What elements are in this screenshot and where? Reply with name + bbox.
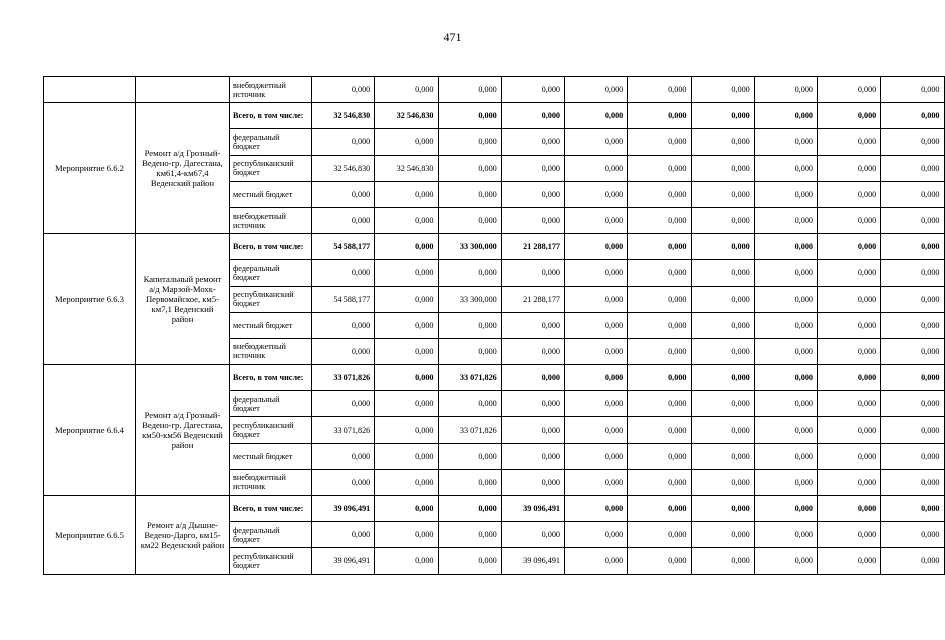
amount-cell: 0,000 xyxy=(312,77,375,103)
amount-cell: 0,000 xyxy=(438,312,501,338)
amount-cell: 0,000 xyxy=(881,338,944,364)
amount-cell: 0,000 xyxy=(375,417,438,443)
funding-source-cell: федеральный бюджет xyxy=(230,129,312,155)
amount-cell: 0,000 xyxy=(691,103,754,129)
amount-cell: 0,000 xyxy=(754,286,817,312)
event-cell: Мероприятие 6.6.2 xyxy=(44,103,136,234)
amount-cell: 0,000 xyxy=(375,522,438,548)
amount-cell: 0,000 xyxy=(691,286,754,312)
amount-cell: 0,000 xyxy=(691,77,754,103)
amount-cell: 0,000 xyxy=(438,77,501,103)
amount-cell: 0,000 xyxy=(438,129,501,155)
funding-source-cell: местный бюджет xyxy=(230,312,312,338)
amount-cell: 0,000 xyxy=(754,391,817,417)
funding-source-cell: местный бюджет xyxy=(230,443,312,469)
amount-cell: 0,000 xyxy=(628,207,691,233)
funding-source-cell: внебюджетный источник xyxy=(230,207,312,233)
amount-cell: 0,000 xyxy=(501,338,564,364)
amount-cell: 0,000 xyxy=(691,443,754,469)
funding-source-cell: республиканский бюджет xyxy=(230,286,312,312)
amount-cell: 0,000 xyxy=(438,522,501,548)
amount-cell: 0,000 xyxy=(501,391,564,417)
amount-cell: 0,000 xyxy=(375,312,438,338)
amount-cell: 21 288,177 xyxy=(501,234,564,260)
amount-cell: 0,000 xyxy=(754,522,817,548)
amount-cell: 33 300,000 xyxy=(438,234,501,260)
amount-cell: 0,000 xyxy=(691,207,754,233)
funding-source-cell: внебюджетный источник xyxy=(230,338,312,364)
budget-table xyxy=(43,76,945,575)
amount-cell: 0,000 xyxy=(628,286,691,312)
amount-cell: 0,000 xyxy=(754,181,817,207)
amount-cell: 0,000 xyxy=(628,129,691,155)
amount-cell: 0,000 xyxy=(438,496,501,522)
amount-cell: 0,000 xyxy=(438,155,501,181)
object-cell: Ремонт а/д Грозный-Ведено-гр. Дагестана, км50-км56 Веденский район xyxy=(136,365,230,496)
amount-cell: 0,000 xyxy=(312,443,375,469)
amount-cell: 0,000 xyxy=(691,234,754,260)
amount-cell: 32 546,830 xyxy=(375,103,438,129)
amount-cell: 0,000 xyxy=(754,417,817,443)
amount-cell: 0,000 xyxy=(818,260,881,286)
amount-cell: 0,000 xyxy=(628,103,691,129)
amount-cell: 32 546,830 xyxy=(375,155,438,181)
amount-cell: 0,000 xyxy=(501,77,564,103)
amount-cell: 0,000 xyxy=(375,496,438,522)
amount-cell: 0,000 xyxy=(375,365,438,391)
amount-cell: 0,000 xyxy=(881,522,944,548)
amount-cell: 33 071,826 xyxy=(312,417,375,443)
amount-cell: 0,000 xyxy=(818,312,881,338)
amount-cell: 0,000 xyxy=(565,181,628,207)
amount-cell: 0,000 xyxy=(628,469,691,495)
amount-cell: 0,000 xyxy=(565,103,628,129)
amount-cell: 0,000 xyxy=(565,207,628,233)
amount-cell: 21 288,177 xyxy=(501,286,564,312)
amount-cell: 0,000 xyxy=(818,469,881,495)
amount-cell: 0,000 xyxy=(501,155,564,181)
amount-cell: 0,000 xyxy=(312,312,375,338)
amount-cell: 33 071,826 xyxy=(438,365,501,391)
amount-cell: 0,000 xyxy=(565,260,628,286)
page-number: 471 xyxy=(443,30,462,44)
amount-cell: 0,000 xyxy=(754,496,817,522)
amount-cell: 0,000 xyxy=(754,234,817,260)
table-row xyxy=(44,365,945,391)
amount-cell: 0,000 xyxy=(881,103,944,129)
amount-cell: 0,000 xyxy=(818,181,881,207)
amount-cell: 0,000 xyxy=(881,181,944,207)
amount-cell: 0,000 xyxy=(691,129,754,155)
event-cell: Мероприятие 6.6.3 xyxy=(44,234,136,365)
amount-cell: 0,000 xyxy=(628,312,691,338)
amount-cell: 0,000 xyxy=(501,181,564,207)
amount-cell: 0,000 xyxy=(818,155,881,181)
amount-cell: 0,000 xyxy=(881,234,944,260)
amount-cell: 33 300,000 xyxy=(438,286,501,312)
amount-cell: 0,000 xyxy=(312,181,375,207)
amount-cell: 0,000 xyxy=(628,391,691,417)
amount-cell: 0,000 xyxy=(628,181,691,207)
amount-cell: 54 588,177 xyxy=(312,234,375,260)
amount-cell: 0,000 xyxy=(691,417,754,443)
amount-cell: 0,000 xyxy=(818,417,881,443)
amount-cell: 0,000 xyxy=(375,548,438,574)
amount-cell: 0,000 xyxy=(881,286,944,312)
amount-cell: 0,000 xyxy=(628,77,691,103)
amount-cell: 0,000 xyxy=(375,260,438,286)
object-cell: Ремонт а/д Дышне-Ведено-Дарго, км15- км22 Веденский район xyxy=(136,496,230,575)
amount-cell: 0,000 xyxy=(818,548,881,574)
table-row xyxy=(44,103,945,129)
amount-cell: 0,000 xyxy=(375,207,438,233)
amount-cell: 0,000 xyxy=(565,365,628,391)
amount-cell: 0,000 xyxy=(565,286,628,312)
amount-cell: 0,000 xyxy=(628,365,691,391)
amount-cell: 0,000 xyxy=(818,496,881,522)
amount-cell: 0,000 xyxy=(881,496,944,522)
amount-cell: 0,000 xyxy=(881,443,944,469)
amount-cell: 0,000 xyxy=(312,522,375,548)
amount-cell: 0,000 xyxy=(628,522,691,548)
object-cell xyxy=(136,77,230,103)
amount-cell: 0,000 xyxy=(691,312,754,338)
funding-source-cell: республиканский бюджет xyxy=(230,155,312,181)
amount-cell: 0,000 xyxy=(881,77,944,103)
amount-cell: 0,000 xyxy=(881,469,944,495)
amount-cell: 0,000 xyxy=(501,522,564,548)
amount-cell: 0,000 xyxy=(438,443,501,469)
amount-cell: 0,000 xyxy=(565,312,628,338)
amount-cell: 0,000 xyxy=(375,469,438,495)
object-cell: Капитальный ремонт а/д Марзой-Мохк-Первомайское, км5-км7,1 Веденский район xyxy=(136,234,230,365)
amount-cell: 0,000 xyxy=(375,391,438,417)
amount-cell: 0,000 xyxy=(375,234,438,260)
amount-cell: 0,000 xyxy=(691,522,754,548)
amount-cell: 0,000 xyxy=(691,365,754,391)
amount-cell: 0,000 xyxy=(754,155,817,181)
amount-cell: 32 546,830 xyxy=(312,103,375,129)
amount-cell: 0,000 xyxy=(501,260,564,286)
amount-cell: 0,000 xyxy=(754,207,817,233)
amount-cell: 0,000 xyxy=(501,365,564,391)
table-row xyxy=(44,234,945,260)
funding-source-cell: Всего, в том числе: xyxy=(230,103,312,129)
funding-source-cell: республиканский бюджет xyxy=(230,417,312,443)
amount-cell: 0,000 xyxy=(312,207,375,233)
amount-cell: 39 096,491 xyxy=(312,548,375,574)
amount-cell: 32 546,830 xyxy=(312,155,375,181)
amount-cell: 0,000 xyxy=(691,496,754,522)
amount-cell: 0,000 xyxy=(375,338,438,364)
amount-cell: 0,000 xyxy=(754,365,817,391)
amount-cell: 0,000 xyxy=(691,391,754,417)
budget-table-body xyxy=(44,77,945,575)
amount-cell: 0,000 xyxy=(501,207,564,233)
amount-cell: 0,000 xyxy=(818,234,881,260)
amount-cell: 0,000 xyxy=(691,338,754,364)
amount-cell: 0,000 xyxy=(501,312,564,338)
amount-cell: 0,000 xyxy=(818,391,881,417)
amount-cell: 0,000 xyxy=(438,338,501,364)
amount-cell: 0,000 xyxy=(501,129,564,155)
funding-source-cell: республиканский бюджет xyxy=(230,548,312,574)
event-cell: Мероприятие 6.6.5 xyxy=(44,496,136,575)
amount-cell: 0,000 xyxy=(375,443,438,469)
amount-cell: 0,000 xyxy=(754,312,817,338)
amount-cell: 0,000 xyxy=(754,129,817,155)
amount-cell: 0,000 xyxy=(628,234,691,260)
amount-cell: 0,000 xyxy=(375,129,438,155)
amount-cell: 0,000 xyxy=(818,207,881,233)
amount-cell: 0,000 xyxy=(565,234,628,260)
amount-cell: 0,000 xyxy=(818,103,881,129)
amount-cell: 0,000 xyxy=(628,548,691,574)
amount-cell: 39 096,491 xyxy=(501,548,564,574)
funding-source-cell: федеральный бюджет xyxy=(230,391,312,417)
amount-cell: 0,000 xyxy=(565,443,628,469)
object-cell: Ремонт а/д Грозный-Ведено-гр. Дагестана, км61,4-км67,4 Веденский район xyxy=(136,103,230,234)
amount-cell: 0,000 xyxy=(818,338,881,364)
amount-cell: 0,000 xyxy=(375,181,438,207)
amount-cell: 0,000 xyxy=(691,548,754,574)
amount-cell: 0,000 xyxy=(565,338,628,364)
amount-cell: 0,000 xyxy=(628,496,691,522)
amount-cell: 0,000 xyxy=(438,103,501,129)
amount-cell: 33 071,826 xyxy=(438,417,501,443)
table-row xyxy=(44,77,945,103)
amount-cell: 0,000 xyxy=(754,443,817,469)
amount-cell: 0,000 xyxy=(881,365,944,391)
amount-cell: 54 588,177 xyxy=(312,286,375,312)
amount-cell: 0,000 xyxy=(628,417,691,443)
funding-source-cell: Всего, в том числе: xyxy=(230,365,312,391)
funding-source-cell: внебюджетный источник xyxy=(230,77,312,103)
amount-cell: 0,000 xyxy=(754,77,817,103)
funding-source-cell: внебюджетный источник xyxy=(230,469,312,495)
amount-cell: 0,000 xyxy=(312,391,375,417)
amount-cell: 0,000 xyxy=(565,548,628,574)
amount-cell: 0,000 xyxy=(501,443,564,469)
amount-cell: 0,000 xyxy=(628,338,691,364)
amount-cell: 0,000 xyxy=(881,391,944,417)
amount-cell: 0,000 xyxy=(754,469,817,495)
amount-cell: 0,000 xyxy=(881,129,944,155)
amount-cell: 0,000 xyxy=(691,260,754,286)
amount-cell: 0,000 xyxy=(881,312,944,338)
amount-cell: 0,000 xyxy=(565,522,628,548)
table-row xyxy=(44,496,945,522)
funding-source-cell: Всего, в том числе: xyxy=(230,234,312,260)
funding-source-cell: федеральный бюджет xyxy=(230,260,312,286)
amount-cell: 0,000 xyxy=(754,548,817,574)
amount-cell: 0,000 xyxy=(881,260,944,286)
amount-cell: 0,000 xyxy=(628,443,691,469)
amount-cell: 0,000 xyxy=(881,207,944,233)
amount-cell: 0,000 xyxy=(312,469,375,495)
amount-cell: 0,000 xyxy=(565,155,628,181)
amount-cell: 33 071,826 xyxy=(312,365,375,391)
amount-cell: 0,000 xyxy=(375,286,438,312)
amount-cell: 0,000 xyxy=(565,496,628,522)
amount-cell: 0,000 xyxy=(312,260,375,286)
event-cell xyxy=(44,77,136,103)
amount-cell: 0,000 xyxy=(881,155,944,181)
amount-cell: 0,000 xyxy=(818,129,881,155)
funding-source-cell: местный бюджет xyxy=(230,181,312,207)
amount-cell: 0,000 xyxy=(565,129,628,155)
amount-cell: 0,000 xyxy=(438,207,501,233)
amount-cell: 0,000 xyxy=(881,417,944,443)
amount-cell: 0,000 xyxy=(375,77,438,103)
amount-cell: 0,000 xyxy=(691,181,754,207)
amount-cell: 0,000 xyxy=(565,77,628,103)
amount-cell: 39 096,491 xyxy=(312,496,375,522)
amount-cell: 39 096,491 xyxy=(501,496,564,522)
amount-cell: 0,000 xyxy=(881,548,944,574)
amount-cell: 0,000 xyxy=(818,522,881,548)
funding-source-cell: Всего, в том числе: xyxy=(230,496,312,522)
amount-cell: 0,000 xyxy=(754,338,817,364)
amount-cell: 0,000 xyxy=(312,129,375,155)
event-cell: Мероприятие 6.6.4 xyxy=(44,365,136,496)
amount-cell: 0,000 xyxy=(691,469,754,495)
amount-cell: 0,000 xyxy=(754,260,817,286)
amount-cell: 0,000 xyxy=(501,103,564,129)
amount-cell: 0,000 xyxy=(818,365,881,391)
amount-cell: 0,000 xyxy=(501,417,564,443)
amount-cell: 0,000 xyxy=(565,469,628,495)
funding-source-cell: федеральный бюджет xyxy=(230,522,312,548)
amount-cell: 0,000 xyxy=(754,103,817,129)
amount-cell: 0,000 xyxy=(628,155,691,181)
amount-cell: 0,000 xyxy=(818,443,881,469)
amount-cell: 0,000 xyxy=(628,260,691,286)
amount-cell: 0,000 xyxy=(438,181,501,207)
amount-cell: 0,000 xyxy=(438,548,501,574)
amount-cell: 0,000 xyxy=(438,469,501,495)
amount-cell: 0,000 xyxy=(438,260,501,286)
amount-cell: 0,000 xyxy=(818,286,881,312)
amount-cell: 0,000 xyxy=(818,77,881,103)
amount-cell: 0,000 xyxy=(438,391,501,417)
amount-cell: 0,000 xyxy=(565,391,628,417)
amount-cell: 0,000 xyxy=(691,155,754,181)
amount-cell: 0,000 xyxy=(501,469,564,495)
amount-cell: 0,000 xyxy=(312,338,375,364)
amount-cell: 0,000 xyxy=(565,417,628,443)
